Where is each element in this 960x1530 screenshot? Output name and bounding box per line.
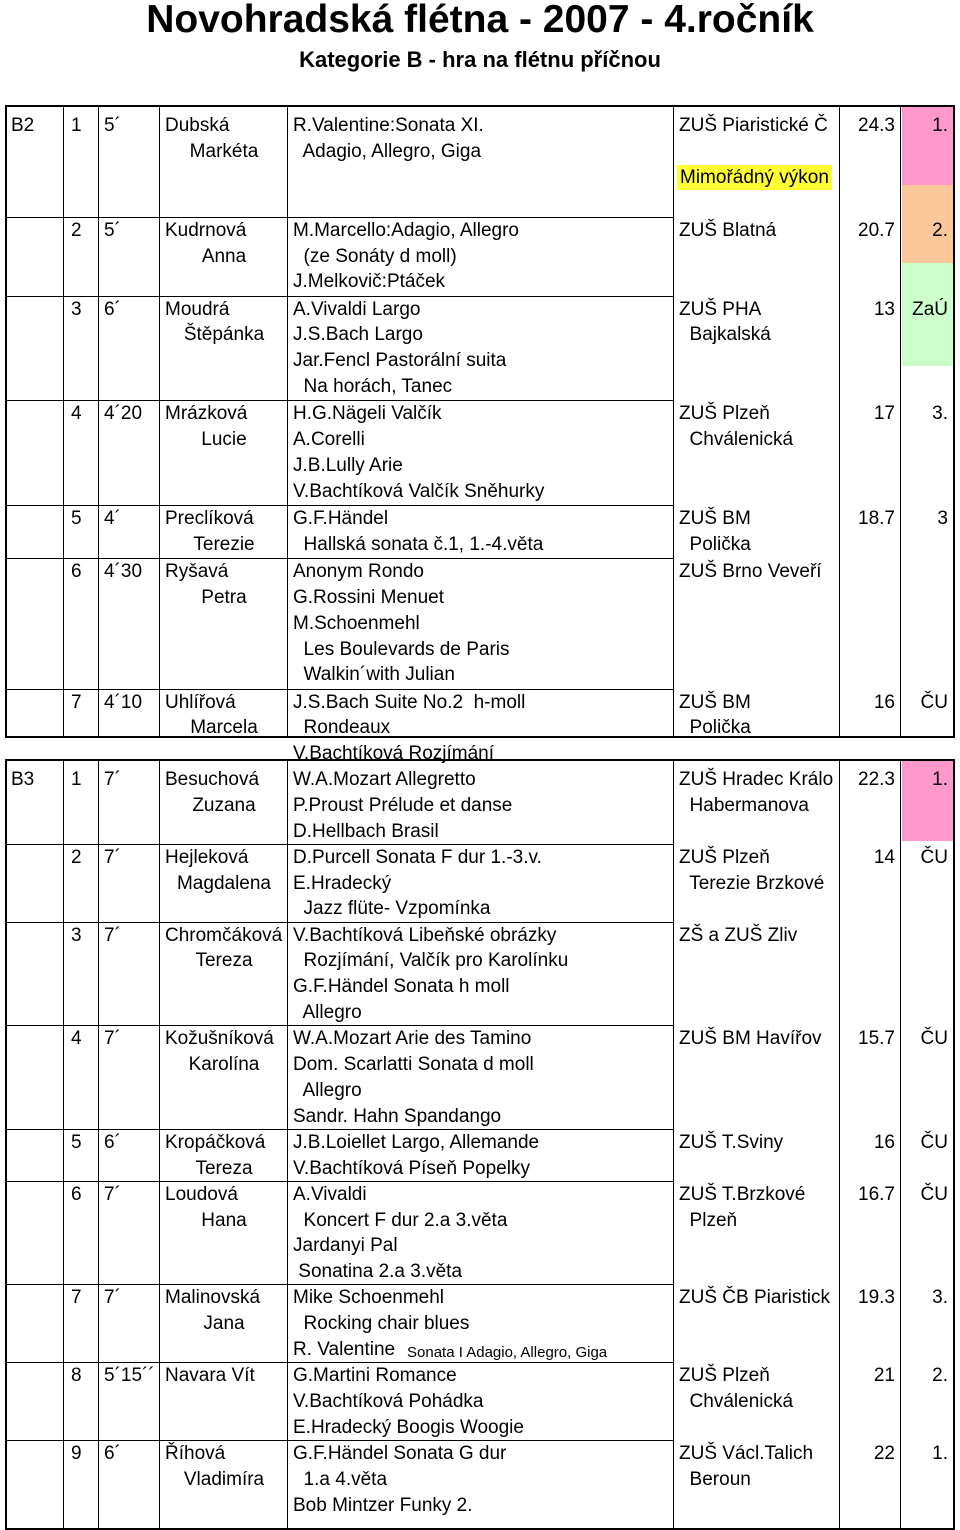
program-line: Na horách, Tanec (293, 376, 453, 397)
entry-time: 6´ (104, 1443, 121, 1464)
column-divider (159, 761, 160, 1528)
program-line: M.Schoenmehl (293, 612, 420, 634)
place-value: 1. (932, 769, 948, 790)
entry-firstname: Vladimíra (183, 1468, 265, 1490)
place-value: 2. (932, 219, 948, 241)
program-line: G.F.Händel (293, 508, 389, 529)
entry-number: 3 (71, 298, 82, 320)
program-line: V.Bachtíková Píseň Popelky (293, 1157, 530, 1179)
page-subtitle: Kategorie B - hra na flétnu příčnou (299, 47, 661, 72)
column-divider (98, 107, 99, 736)
program-line: (ze Sonáty d moll) (293, 245, 457, 267)
score-value: 14 (873, 846, 895, 868)
category-code: B3 (11, 769, 35, 790)
entry-surname: Kudrnová (165, 219, 247, 241)
school-line: ZUŠ Hradec Králo (679, 769, 834, 790)
entry-number: 2 (71, 219, 82, 241)
school-line: ZUŠ Plzeň (679, 1365, 770, 1387)
entry-time: 4´ (104, 508, 121, 529)
column-divider (98, 761, 99, 1528)
column-divider (287, 107, 288, 736)
score-value: 20.7 (858, 219, 895, 241)
program-line: Jar.Fencl Pastorální suita (293, 350, 507, 372)
entry-time: 5´15´´ (104, 1365, 155, 1387)
entry-firstname: Tereza (195, 950, 253, 972)
program-line: E.Hradecký Boogis Woogie (293, 1416, 524, 1438)
program-line: W.A.Mozart Arie des Tamino (293, 1028, 532, 1050)
entry-time: 7´ (104, 1028, 121, 1050)
program-line: M.Marcello:Adagio, Allegro (293, 219, 519, 241)
entry-surname: Chromčáková (165, 924, 283, 946)
column-divider (287, 761, 288, 1528)
score-value: 24.3 (858, 115, 895, 136)
column-divider (63, 107, 64, 736)
school-line: ZUŠ BM (679, 691, 751, 713)
entry-time: 5´ (104, 219, 121, 241)
entry-firstname: Jana (203, 1313, 245, 1335)
program-line: D.Hellbach Brasil (293, 820, 439, 842)
column-divider (900, 761, 901, 1528)
school-line: ZUŠ Piaristické Č (679, 115, 828, 136)
school-line: ZUŠ ČB Piaristick (679, 1287, 830, 1309)
program-line: J.S.Bach Largo (293, 324, 423, 346)
column-divider (673, 761, 674, 1528)
program-line: Koncert F dur 2.a 3.věta (293, 1209, 508, 1231)
program-line: J.Melkovič:Ptáček (293, 271, 446, 293)
school-line: ZUŠ Brno Veveří (679, 561, 822, 583)
program-line: Mike Schoenmehl (293, 1287, 445, 1309)
score-value: 17 (873, 403, 895, 425)
score-value: 22.3 (858, 769, 895, 790)
entry-time: 6´ (104, 1131, 121, 1153)
program-line: G.Martini Romance (293, 1365, 457, 1387)
entry-firstname: Tereza (195, 1157, 253, 1179)
school-line: ZUŠ BM (679, 508, 751, 529)
column-divider (159, 107, 160, 736)
program-line: V.Bachtíková Libeňské obrázky (293, 924, 557, 946)
entry-firstname: Marcela (190, 717, 258, 739)
place-value: 1. (932, 1443, 948, 1464)
program-line: Les Boulevards de Paris (293, 638, 510, 660)
entry-surname: Mrázková (165, 403, 248, 425)
program-line: Anonym Rondo (293, 561, 424, 583)
score-value: 18.7 (858, 508, 895, 529)
program-line: R. Valentine (293, 1339, 396, 1360)
place-value: 3. (932, 403, 948, 425)
school-line: ZUŠ T.Brzkové (679, 1183, 806, 1205)
school-line: ZUŠ Plzeň (679, 846, 770, 868)
entry-time: 7´ (104, 1183, 121, 1205)
entry-firstname: Markéta (189, 140, 259, 162)
school-line: ZUŠ BM Havířov (679, 1028, 822, 1050)
entry-time: 4´20 (104, 403, 143, 425)
score-value: 16 (873, 691, 895, 713)
score-value: 16.7 (858, 1183, 895, 1205)
entry-surname: Moudrá (165, 298, 230, 320)
entry-time: 7´ (104, 1287, 121, 1309)
entry-number: 4 (71, 403, 82, 425)
school-line: ZUŠ Blatná (679, 219, 777, 241)
entry-time: 4´10 (104, 691, 143, 713)
program-line: W.A.Mozart Allegretto (293, 769, 476, 790)
program-line-small: Sonata I Adagio, Allegro, Giga (407, 1344, 608, 1361)
score-value: 16 (873, 1131, 895, 1153)
program-line: J.B.Lully Arie (293, 454, 403, 476)
entry-number: 6 (71, 1183, 82, 1205)
entry-time: 6´ (104, 298, 121, 320)
entry-surname: Navara Vít (165, 1365, 255, 1387)
program-line: 1.a 4.věta (293, 1468, 388, 1490)
score-value: 15.7 (858, 1028, 895, 1050)
program-line: Hallská sonata č.1, 1.-4.věta (293, 533, 544, 555)
school-line: ZUŠ Plzeň (679, 403, 770, 425)
category-code: B2 (11, 115, 35, 136)
program-line: V.Bachtíková Rozjímání (293, 743, 495, 765)
place-value: 3 (937, 508, 948, 529)
program-line: E.Hradecký (293, 872, 392, 894)
school-line: Polička (679, 533, 751, 555)
school-line: ZŠ a ZUŠ Zliv (679, 924, 798, 946)
program-line: Bob Mintzer Funky 2. (293, 1494, 473, 1516)
entry-firstname: Zuzana (192, 794, 256, 816)
place-value: 3. (932, 1287, 948, 1309)
program-line: Rocking chair blues (293, 1313, 470, 1335)
column-divider (673, 107, 674, 736)
place-value: ČU (920, 846, 948, 868)
program-line: D.Purcell Sonata F dur 1.-3.v. (293, 846, 542, 868)
entry-surname: Říhová (165, 1443, 226, 1464)
entry-number: 8 (71, 1365, 82, 1387)
school-line: Chválenická (679, 1391, 794, 1412)
entry-firstname: Terezie (193, 533, 255, 555)
column-divider (900, 107, 901, 736)
score-value: 22 (873, 1443, 895, 1464)
entry-surname: Malinovská (165, 1287, 261, 1309)
program-line: R.Valentine:Sonata XI. (293, 115, 484, 136)
entry-surname: Ryšavá (165, 561, 229, 583)
program-line: G.F.Händel Sonata G dur (293, 1443, 507, 1464)
place-value: 1. (932, 115, 948, 136)
entry-surname: Besuchová (165, 769, 260, 790)
entry-number: 1 (71, 769, 82, 790)
program-line: Dom. Scarlatti Sonata d moll (293, 1054, 534, 1075)
school-line: ZUŠ T.Sviny (679, 1131, 784, 1153)
place-value: ČU (920, 1131, 948, 1153)
school-line: Chválenická (679, 429, 794, 451)
page-title: Novohradská flétna - 2007 - 4.ročník (146, 0, 814, 41)
results-table-b3 (5, 759, 955, 1530)
entry-time: 5´ (104, 115, 121, 136)
score-value: 19.3 (858, 1287, 895, 1309)
program-line: Jazz flüte- Vzpomínka (293, 898, 491, 920)
entry-time: 7´ (104, 846, 121, 868)
school-line: ZUŠ Václ.Talich (679, 1443, 814, 1464)
program-line: Jardanyi Pal (293, 1235, 398, 1257)
school-line: Beroun (679, 1468, 751, 1490)
program-line: Sonatina 2.a 3.věta (293, 1261, 463, 1283)
program-line: Allegro (293, 1079, 362, 1101)
place-value: 2. (932, 1365, 948, 1387)
entry-number: 1 (71, 115, 82, 136)
program-line: Rondeaux (293, 717, 391, 739)
school-line: Polička (679, 717, 751, 739)
program-line: P.Proust Prélude et danse (293, 794, 513, 816)
entry-surname: Kožušníková (165, 1028, 274, 1050)
entry-number: 2 (71, 846, 82, 868)
program-line: Adagio, Allegro, Giga (293, 140, 482, 162)
entry-time: 7´ (104, 769, 121, 790)
place-value: ČU (920, 1028, 948, 1050)
entry-firstname: Štěpánka (183, 324, 265, 346)
score-value: 21 (873, 1365, 895, 1387)
program-line: A.Vivaldi Largo (293, 298, 421, 320)
program-line: Walkin´with Julian (293, 664, 455, 686)
column-divider (63, 761, 64, 1528)
school-line: Terezie Brzkové (679, 872, 825, 894)
award-badge: Mimořádný výkon (677, 165, 832, 191)
entry-number: 5 (71, 1131, 82, 1153)
program-line: G.Rossini Menuet (293, 586, 445, 608)
entry-surname: Preclíková (165, 508, 254, 529)
entry-firstname: Magdalena (176, 872, 272, 894)
program-line: V.Bachtíková Valčík Sněhurky (293, 480, 545, 502)
program-line: J.B.Loiellet Largo, Allemande (293, 1131, 540, 1153)
program-line: H.G.Nägeli Valčík (293, 403, 442, 425)
program-line: G.F.Händel Sonata h moll (293, 976, 510, 998)
program-line: A.Corelli (293, 429, 365, 451)
school-line: Habermanova (679, 794, 809, 816)
results-table-b2 (5, 105, 955, 765)
entry-surname: Hejleková (165, 846, 249, 868)
entry-time: 4´30 (104, 561, 143, 583)
entry-firstname: Karolína (188, 1054, 260, 1075)
school-line: ZUŠ PHA (679, 298, 762, 320)
program-line: Sandr. Hahn Spandango (293, 1105, 502, 1127)
entry-surname: Dubská (165, 115, 230, 136)
entry-firstname: Petra (201, 586, 247, 608)
place-value: ČU (920, 1183, 948, 1205)
entry-firstname: Lucie (201, 429, 247, 451)
program-line: Allegro (293, 1002, 362, 1023)
entry-number: 5 (71, 508, 82, 529)
entry-number: 7 (71, 1287, 82, 1309)
place-value: ZaÚ (912, 298, 948, 320)
entry-surname: Kropáčková (165, 1131, 266, 1153)
entry-number: 4 (71, 1028, 82, 1050)
entry-surname: Loudová (165, 1183, 238, 1205)
entry-number: 9 (71, 1443, 82, 1464)
entry-firstname: Hana (201, 1209, 247, 1231)
entry-surname: Uhlířová (165, 691, 236, 713)
entry-firstname: Anna (201, 245, 247, 267)
entry-number: 3 (71, 924, 82, 946)
program-line: A.Vivaldi (293, 1183, 367, 1205)
place-value: ČU (920, 691, 948, 713)
program-line: J.S.Bach Suite No.2 h-moll (293, 691, 526, 713)
entry-number: 6 (71, 561, 82, 583)
entry-time: 7´ (104, 924, 121, 946)
program-line: V.Bachtíková Pohádka (293, 1391, 484, 1412)
score-value: 13 (873, 298, 895, 320)
entry-number: 7 (71, 691, 82, 713)
school-line: Bajkalská (679, 324, 771, 346)
program-line: Rozjímání, Valčík pro Karolínku (293, 950, 569, 972)
school-line: Plzeň (679, 1209, 738, 1231)
